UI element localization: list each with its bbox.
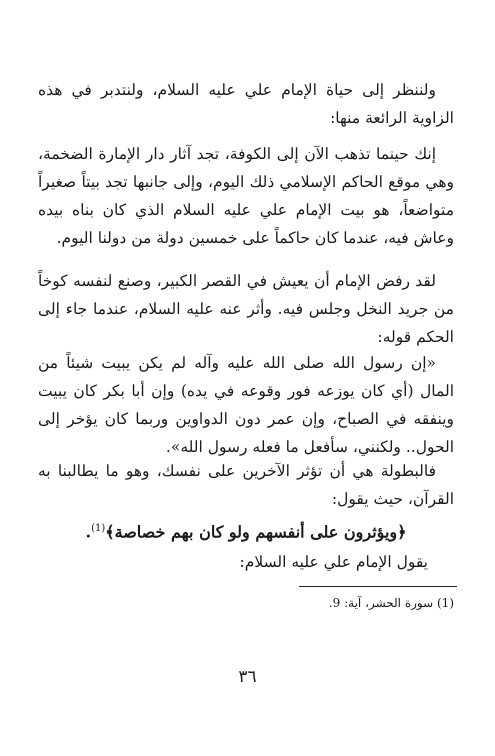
paragraph-heroism (38, 457, 454, 513)
paragraph-text: لقد رفض الإمام أن يعيش في القصر الكبير، وصنع لنفسه كوخاً من جريد النخل وجلس فيه. وأثر عنه عليه السلام، عندما جاء إلى الحكم قوله: (38, 272, 454, 346)
paragraph-text: إنك حينما تذهب الآن إلى الكوفة، تجد آثار دار الإمارة الضخمة، وهي موقع الحاكم الإسلامي ذلك اليوم، وإلى جانبها تجد بيتاً صغيراً متواضعاً، هو بيت الإمام علي عليه السلام الذي كان بناه بيده وعاش فيه، عندما كان حاكماً على خمسين دولة من دولنا اليوم. (38, 145, 454, 247)
page-number-text: ٣٦ (238, 667, 257, 687)
footnote-text: (1) سورة الحشر، آية: 9. (328, 596, 454, 610)
verse-text: ﴿ويؤثرون على أنفسهم ولو كان بهم خصاصة﴾ (105, 522, 407, 542)
quran-verse (38, 515, 454, 546)
verse-end-mark: . (85, 522, 92, 542)
footnote (38, 592, 454, 614)
paragraph-closing (38, 548, 428, 576)
paragraph-text: «إن رسول الله صلى الله عليه وآله لم يكن يبيت شيئاً من المال (أي كان يوزعه فور وقوعه في يده) وإن أبا بكر كان يبيت وينفقه في الصباح، وإن عمر دون الدواوين وربما كان يؤخر إلى الحول.. ولكنني، سأفعل ما فعله رسول الله». (38, 354, 454, 456)
footnote-reference[interactable]: (1) (91, 523, 106, 534)
paragraph-intro (38, 76, 454, 132)
paragraph-quote (38, 349, 454, 461)
footnote-divider (299, 586, 457, 587)
paragraph-text: فالبطولة هي أن تؤثر الآخرين على نفسك، وهو ما يطالبنا به القرآن، حيث يقول: (38, 462, 454, 508)
paragraph-text: يقول الإمام علي عليه السلام: (239, 553, 428, 571)
paragraph-text: ولننظر إلى حياة الإمام علي عليه السلام، ولنتدبر في هذه الزاوية الرائعة منها: (38, 81, 454, 127)
paragraph-kufa (38, 140, 454, 252)
paragraph-hut (38, 267, 454, 351)
page-number (0, 664, 495, 690)
